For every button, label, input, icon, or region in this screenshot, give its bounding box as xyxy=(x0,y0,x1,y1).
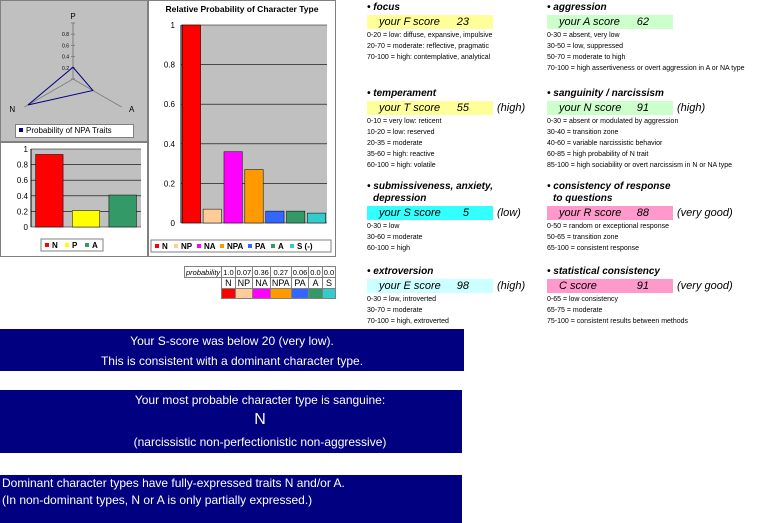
left-section-title: • temperament xyxy=(367,88,437,99)
right-score-range: 70-100 = high assertiveness or overt aggression in A or NA type xyxy=(547,65,745,72)
probability-value: 0.0 xyxy=(323,267,335,277)
radar-axis-n xyxy=(25,79,73,107)
right-score-range: 40-60 = variable narcissistic behavior xyxy=(547,140,663,147)
probability-value: 1.0 xyxy=(223,267,234,277)
right-score-value: 62 xyxy=(636,16,649,28)
main-legend-swatch xyxy=(220,244,224,248)
right-score-range: 30-50 = low, suppressed xyxy=(547,43,624,50)
right-section-title: • statistical consistency xyxy=(547,266,660,277)
right-section-title: • consistency of response xyxy=(547,181,671,192)
table-spacer xyxy=(185,289,222,299)
left-score-qualifier: (high) xyxy=(497,280,526,292)
main-bar-na xyxy=(224,152,242,223)
type-header-row xyxy=(185,278,336,289)
right-score-range: 50-65 = transition zone xyxy=(547,234,619,241)
left-score-range: 20-70 = moderate: reflective, pragmatic xyxy=(367,43,489,50)
main-legend-swatch xyxy=(197,244,201,248)
radar-tick-label: 0.8 xyxy=(62,32,69,39)
npa-legend-label-n: N xyxy=(52,241,58,250)
radar-tick-label: 0.2 xyxy=(62,65,69,72)
right-score-box xyxy=(547,15,673,29)
type-color-swatch xyxy=(253,289,271,299)
left-score-range: 30-60 = moderate xyxy=(367,234,423,241)
right-score-label: your R score xyxy=(559,207,622,219)
type-color-row xyxy=(185,289,336,299)
main-y-tick-label: 1 xyxy=(170,21,175,30)
radar-tick-label: 0.6 xyxy=(62,43,69,50)
probability-row-label: probability xyxy=(186,267,221,277)
main-legend-swatch xyxy=(290,244,294,248)
npa-legend-label-a: A xyxy=(92,241,98,250)
npa-legend-swatch-p xyxy=(65,243,69,247)
npa-y-tick-label: 0.4 xyxy=(16,191,28,201)
right-score-value: 91 xyxy=(636,280,649,292)
right-score-label: your N score xyxy=(559,102,622,114)
dominant-type-message-box xyxy=(0,475,462,523)
left-score-value: 23 xyxy=(456,16,469,28)
main-legend-label: NA xyxy=(204,242,216,251)
right-score-box xyxy=(547,101,673,115)
left-score-value: 98 xyxy=(456,280,469,292)
left-score-range: 60-100 = high: volatile xyxy=(367,162,436,169)
right-score-range: 0-50 = random or exceptional response xyxy=(547,223,669,230)
npa-y-tick-label: 1 xyxy=(23,145,28,154)
main-bar-s xyxy=(307,213,325,223)
right-score-range: 75-100 = consistent results between methods xyxy=(547,318,689,325)
main-legend-label: N xyxy=(162,242,168,251)
radar-legend-label: Probability of NPA Traits xyxy=(26,126,112,135)
left-section-title: • focus xyxy=(367,2,400,13)
main-bar-npa xyxy=(245,170,263,223)
right-score-range: 85-100 = high sociability or overt narcissism in N or NA type xyxy=(547,162,732,169)
main-bar-a xyxy=(287,211,305,223)
right-score-range: 65-75 = moderate xyxy=(547,307,603,314)
npa-legend-swatch-a xyxy=(85,243,89,247)
left-score-range: 30-70 = moderate xyxy=(367,307,423,314)
main-y-tick-label: 0.8 xyxy=(163,60,175,70)
probability-value: 0.36 xyxy=(254,267,269,277)
type-color-swatch xyxy=(291,289,309,299)
right-score-qualifier: (very good) xyxy=(677,207,733,219)
main-bar-pa xyxy=(266,211,284,223)
main-legend-label: NP xyxy=(181,242,193,251)
radar-tick-label: 0.4 xyxy=(62,54,69,61)
left-section-title: depression xyxy=(373,193,427,204)
left-section-title: • extroversion xyxy=(367,266,434,277)
right-score-range: 30-40 = transition zone xyxy=(547,129,619,136)
main-legend-swatch xyxy=(271,244,275,248)
radar-chart xyxy=(1,1,147,141)
s-score-message-line2: This is consistent with a dominant character type. xyxy=(100,354,364,368)
main-legend-swatch xyxy=(248,244,252,248)
character-type-name: N xyxy=(254,411,266,428)
left-score-box xyxy=(367,15,493,29)
right-section-title: to questions xyxy=(553,193,613,204)
type-header: PA xyxy=(291,278,309,289)
radar-axis-label-p: P xyxy=(70,12,76,21)
probability-row xyxy=(185,267,336,278)
right-score-label: your A score xyxy=(559,16,620,28)
npa-y-tick-label: 0.2 xyxy=(16,207,28,217)
radar-axis-label-n: N xyxy=(9,105,16,114)
right-score-qualifier: (very good) xyxy=(677,280,733,292)
main-bar-n xyxy=(182,25,200,223)
left-score-range: 35-60 = high: reactive xyxy=(367,151,435,158)
type-header: S xyxy=(322,278,335,289)
right-score-range: 50-70 = moderate to high xyxy=(547,54,626,61)
right-score-range: 0-30 = absent or modulated by aggression xyxy=(547,118,679,125)
right-score-label: C score xyxy=(559,280,597,292)
type-header: NPA xyxy=(271,278,290,288)
character-type-message-line1: Your most probable character type is sanguine: xyxy=(134,393,386,407)
left-score-box xyxy=(367,206,493,220)
main-legend-label: NPA xyxy=(227,242,244,251)
left-score-range: 20-35 = moderate xyxy=(367,140,423,147)
character-type-description: (narcissistic non-perfectionistic non-aggressive) xyxy=(133,435,387,449)
left-score-qualifier: (high) xyxy=(497,102,526,114)
npa-legend-label-p: P xyxy=(72,241,78,250)
left-score-range: 0-20 = low: diffuse, expansive, impulsive xyxy=(367,32,493,39)
right-score-qualifier: (high) xyxy=(677,102,706,114)
probability-value: 0.07 xyxy=(236,267,252,277)
npa-bar-n xyxy=(36,154,64,227)
left-score-value: 55 xyxy=(456,102,469,114)
character-type-message-box xyxy=(0,390,462,453)
table-spacer xyxy=(185,278,222,289)
npa-y-tick-label: 0 xyxy=(23,223,28,232)
right-score-value: 91 xyxy=(636,102,649,114)
left-score-value: 5 xyxy=(462,207,469,219)
type-color-swatch xyxy=(235,289,253,299)
type-color-swatch xyxy=(270,289,291,299)
left-score-box xyxy=(367,279,493,293)
right-score-box xyxy=(547,279,673,293)
main-y-tick-label: 0 xyxy=(170,219,175,228)
type-color-swatch xyxy=(322,289,335,299)
main-legend-label: PA xyxy=(255,242,266,251)
type-color-swatch xyxy=(309,289,322,299)
left-score-label: your T score xyxy=(379,102,441,114)
s-score-message-box xyxy=(0,329,464,371)
probability-chart-title: Relative Probability of Character Type xyxy=(165,4,319,14)
right-score-range: 0-65 = low consistency xyxy=(547,296,619,303)
left-score-range: 10-20 = low: reserved xyxy=(367,129,435,136)
npa-y-tick-label: 0.6 xyxy=(16,176,28,186)
right-score-range: 65-100 = consistent response xyxy=(547,245,640,252)
main-legend-label: S (-) xyxy=(297,242,313,251)
left-score-label: your E score xyxy=(379,280,441,292)
main-y-tick-label: 0.4 xyxy=(163,139,175,149)
left-score-qualifier: (low) xyxy=(497,207,521,219)
right-score-value: 88 xyxy=(636,207,649,219)
radar-chart-panel xyxy=(0,0,148,142)
left-section-title: • submissiveness, anxiety, xyxy=(367,181,493,192)
type-header: A xyxy=(309,278,322,289)
probability-table xyxy=(184,266,336,299)
left-score-label: your F score xyxy=(379,16,440,28)
right-score-range: 60-85 = high probability of N trait xyxy=(547,151,649,158)
radar-legend-marker xyxy=(19,128,23,132)
left-score-range: 0-10 = very low: reticent xyxy=(367,118,442,125)
npa-bar-chart xyxy=(1,143,147,256)
left-score-label: your S score xyxy=(379,207,441,219)
main-y-tick-label: 0.6 xyxy=(163,100,175,110)
npa-legend-swatch-n xyxy=(45,243,49,247)
main-legend-swatch xyxy=(155,244,159,248)
right-section-title: • aggression xyxy=(547,2,607,13)
left-score-range: 60-100 = high xyxy=(367,245,411,252)
main-legend-label: A xyxy=(278,242,284,251)
left-score-range: 70-100 = high, extroverted xyxy=(367,318,449,325)
npa-y-tick-label: 0.8 xyxy=(16,160,28,170)
type-header: NP xyxy=(235,278,253,289)
left-score-box xyxy=(367,101,493,115)
probability-bar-chart xyxy=(149,1,335,256)
npa-bar-a xyxy=(109,195,136,227)
type-header: N xyxy=(222,278,235,289)
left-score-range: 0-30 = low xyxy=(367,223,400,230)
radar-axis-label-a: A xyxy=(129,105,135,114)
probability-value: 0.0 xyxy=(310,267,321,277)
left-score-range: 0-30 = low, introverted xyxy=(367,296,437,303)
probability-value: 0.27 xyxy=(270,267,291,278)
right-score-box xyxy=(547,206,673,220)
dominant-message-line1: Dominant character types have fully-expressed traits N and/or A. xyxy=(2,476,345,490)
type-color-swatch xyxy=(222,289,235,299)
main-y-tick-label: 0.2 xyxy=(163,179,175,189)
right-score-range: 0-30 = absent, very low xyxy=(547,32,620,39)
type-header: NA xyxy=(253,278,271,289)
main-bar-np xyxy=(203,209,221,223)
radar-legend xyxy=(15,124,134,138)
npa-bar-chart-panel xyxy=(0,142,148,257)
probability-chart-panel xyxy=(148,0,336,257)
left-score-range: 70-100 = high: contemplative, analytical xyxy=(367,54,491,61)
dominant-message-line2: (In non-dominant types, N or A is only partially expressed.) xyxy=(2,493,313,507)
probability-value: 0.06 xyxy=(292,267,308,277)
npa-bar-p xyxy=(72,211,100,227)
s-score-message-line1: Your S-score was below 20 (very low). xyxy=(130,334,334,348)
right-section-title: • sanguinity / narcissism xyxy=(547,88,664,99)
main-legend-swatch xyxy=(174,244,178,248)
probability-table-grid xyxy=(184,266,336,299)
